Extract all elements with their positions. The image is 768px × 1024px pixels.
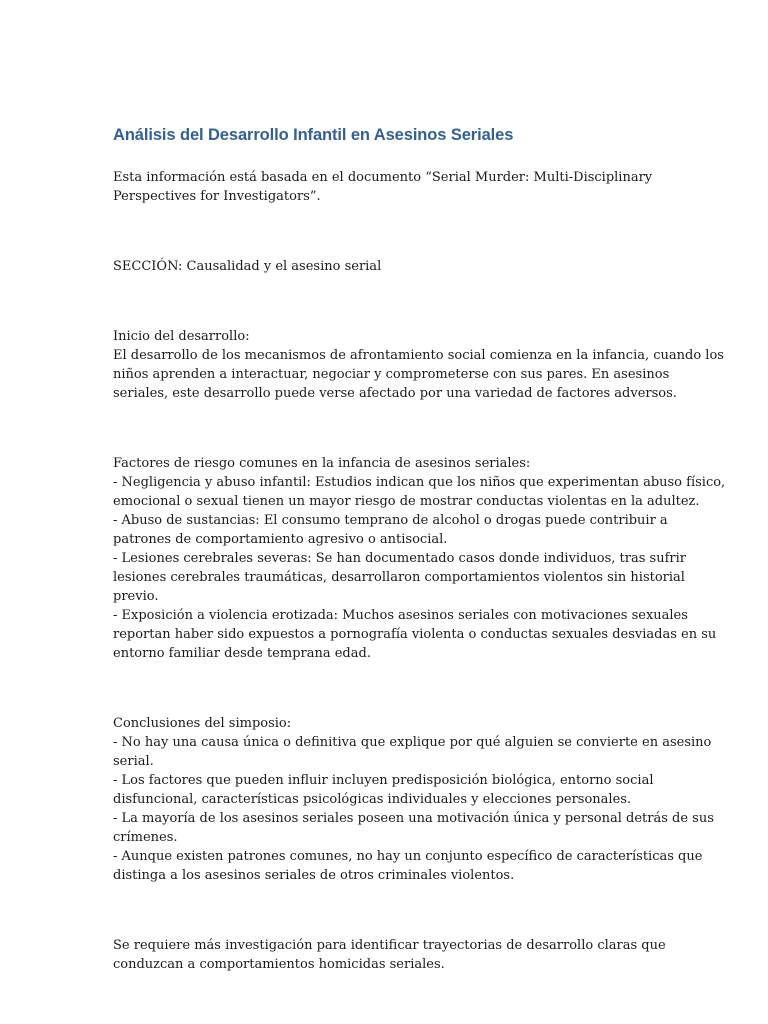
text-line: patrones de comportamiento agresivo o antisocial. — [113, 532, 448, 547]
text-line: - Los factores que pueden influir incluyen predisposición biológica, entorno social — [113, 773, 654, 788]
text-line: Conclusiones del simposio: — [113, 716, 292, 731]
text-line: reportan haber sido expuestos a pornografía violenta o conductas sexuales desviadas en su — [113, 627, 717, 642]
text-line: seriales, este desarrollo puede verse afectado por una variedad de factores adversos. — [113, 386, 677, 401]
text-line: El desarrollo de los mecanismos de afrontamiento social comienza en la infancia, cuando los — [113, 348, 724, 363]
document-page — [113, 124, 726, 974]
text-line: entorno familiar desde temprana edad. — [113, 646, 371, 661]
text-line: disfuncional, características psicológicas individuales y elecciones personales. — [113, 792, 632, 807]
text-line: Se requiere más investigación para identificar trayectorias de desarrollo claras que — [113, 938, 666, 953]
paragraph-gap — [113, 901, 658, 920]
text-line: - Exposición a violencia erotizada: Muchos asesinos seriales con motivaciones sexuales — [113, 608, 688, 623]
text-line: - Negligencia y abuso infantil: Estudios indican que los niños que experimentan abuso físico, — [113, 475, 726, 490]
paragraph-gap — [113, 419, 658, 438]
text-line: niños aprenden a interactuar, negociar y comprometerse con sus pares. En asesinos — [113, 367, 670, 382]
text-line: serial. — [113, 754, 154, 769]
document-title: Análisis del Desarrollo Infantil en Asesinos Seriales — [113, 126, 514, 144]
text-line: Perspectives for Investigators”. — [113, 189, 321, 204]
document-body — [113, 168, 726, 974]
text-line: Inicio del desarrollo: — [113, 329, 250, 344]
text-line: lesiones cerebrales traumáticas, desarrollaron comportamientos violentos sin historial — [113, 570, 685, 585]
text-line: - Aunque existen patrones comunes, no hay un conjunto específico de características que — [113, 849, 703, 864]
text-line: crímenes. — [113, 830, 178, 845]
text-line: conduzcan a comportamientos homicidas seriales. — [113, 957, 445, 972]
text-line: - No hay una causa única o definitiva que explique por qué alguien se convierte en asesino — [113, 735, 712, 750]
text-line: Factores de riesgo comunes en la infancia de asesinos seriales: — [113, 456, 531, 471]
text-line: Esta información está basada en el documento “Serial Murder: Multi-Disciplinary — [113, 170, 653, 185]
text-line: emocional o sexual tienen un mayor riesgo de mostrar conductas violentas en la adultez. — [113, 494, 700, 509]
paragraph-gap — [113, 292, 658, 311]
text-line: - La mayoría de los asesinos seriales poseen una motivación única y personal detrás de sus — [113, 811, 714, 826]
text-line: SECCIÓN: Causalidad y el asesino serial — [113, 259, 382, 274]
paragraph-gap — [113, 222, 658, 241]
text-line: - Abuso de sustancias: El consumo temprano de alcohol o drogas puede contribuir a — [113, 513, 668, 528]
text-line: - Lesiones cerebrales severas: Se han documentado casos donde individuos, tras sufrir — [113, 551, 686, 566]
text-line: distinga a los asesinos seriales de otros criminales violentos. — [113, 868, 515, 883]
text-line: previo. — [113, 589, 159, 604]
paragraph-gap — [113, 679, 658, 698]
